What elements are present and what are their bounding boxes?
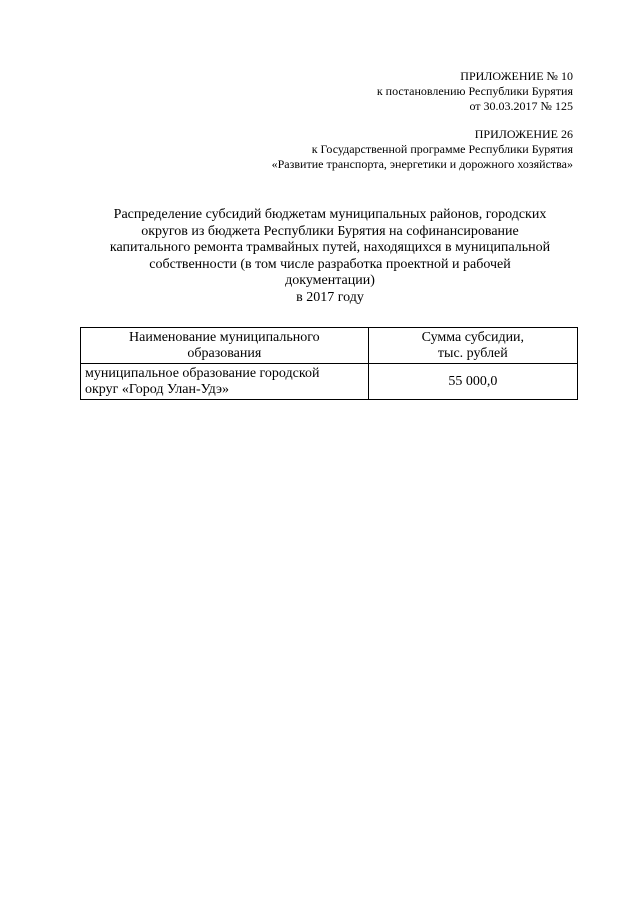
appendix-26-program-ref: к Государственной программе Республики Бурятия: [311, 142, 573, 156]
subsidy-table: [80, 327, 578, 400]
cell-line: муниципальное образование городской: [85, 365, 320, 381]
document-title: [80, 207, 580, 306]
appendix-10-resolution-ref: к постановлению Республики Бурятия: [376, 84, 573, 98]
appendix-26-title: ПРИЛОЖЕНИЕ 26: [474, 127, 573, 141]
header-line: Наименование муниципального: [129, 329, 320, 345]
appendix-26-program-name: «Развитие транспорта, энергетики и дорожного хозяйства»: [271, 157, 573, 171]
header-municipality-name: [81, 328, 369, 364]
appendix-26-header: [272, 127, 573, 172]
title-line: собственности (в том числе разработка проектной и рабочей: [149, 256, 511, 272]
title-line: документации): [285, 273, 375, 288]
header-line: Сумма субсидии,: [421, 329, 525, 345]
title-line: округов из бюджета Республики Бурятия на софинансирование: [141, 223, 519, 239]
title-line: Распределение субсидий бюджетам муниципальных районов, городских: [113, 207, 547, 222]
header-line: тыс. рублей: [437, 345, 508, 361]
header-subsidy-amount: [368, 328, 577, 364]
title-line: капитального ремонта трамвайных путей, находящихся в муниципальной: [109, 240, 551, 255]
cell-municipality-name: [81, 364, 369, 400]
appendix-10-title: ПРИЛОЖЕНИЕ № 10: [460, 69, 573, 83]
title-year-line: в 2017 году: [296, 289, 364, 305]
header-line: образования: [187, 345, 262, 361]
table-header-row: [81, 328, 578, 364]
cell-line: округ «Город Улан-Удэ»: [85, 381, 230, 397]
appendix-10-date-number: от 30.03.2017 № 125: [469, 99, 573, 113]
appendix-10-header: [377, 69, 573, 114]
table-row: [81, 364, 578, 400]
cell-subsidy-amount: 55 000,0: [368, 364, 577, 400]
